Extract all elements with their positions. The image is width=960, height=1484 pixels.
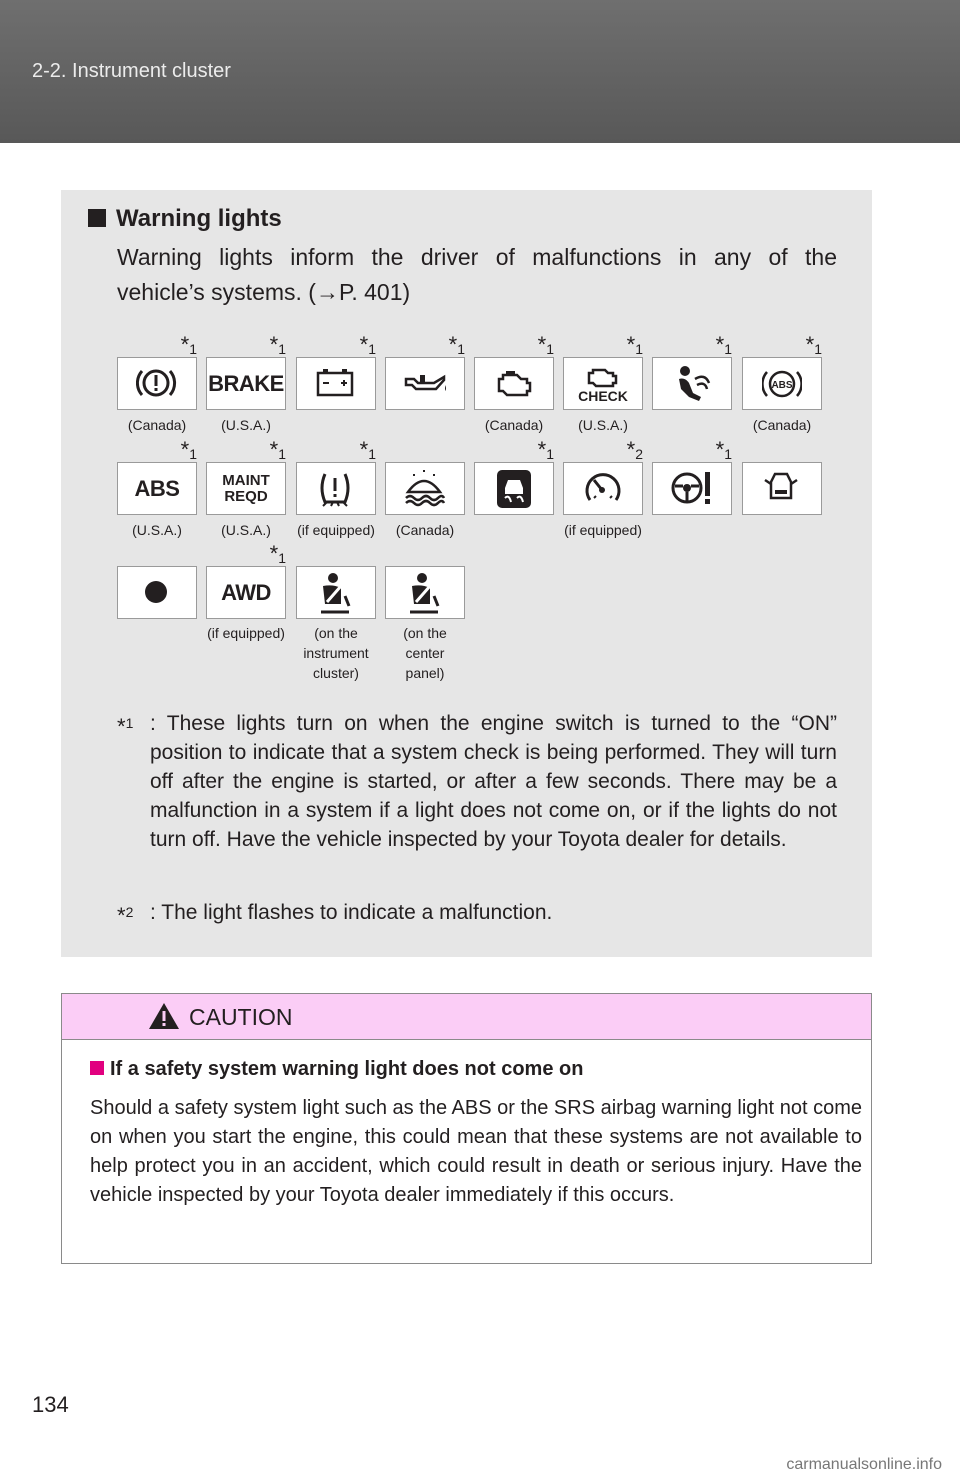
tire-pressure-icon xyxy=(296,462,376,515)
footnote-marker: $*_1$ xyxy=(448,332,465,357)
footnote-marker: $*_1$ xyxy=(715,332,732,357)
page-reference-link[interactable]: vehicle’s systems. (→P. 401) xyxy=(117,279,411,305)
icon-caption: (on the instrument cluster) xyxy=(303,625,369,681)
icon-caption: (U.S.A.) xyxy=(578,417,628,433)
oil-pressure-icon xyxy=(385,357,465,410)
footnote-marker: $*_2$ xyxy=(626,437,643,462)
footnote-marker: $*_1$ xyxy=(269,332,286,357)
steering-warning-icon xyxy=(652,462,732,515)
footnote-marker: $*_1$ xyxy=(359,437,376,462)
footnote-marker: $*_1$ xyxy=(715,437,732,462)
watermark: carmanualsonline.info xyxy=(786,1456,942,1473)
caution-title-bar xyxy=(62,994,871,1040)
warning-intro: Warning lights inform the driver of malfunctions in any of the vehicle’s systems. (→P. 401) xyxy=(117,244,837,305)
icon-caption: (U.S.A.) xyxy=(221,522,271,538)
heading-square-icon xyxy=(90,1061,104,1075)
footnote-1: $*_1$ : These lights turn on when the engine switch is turned to the “ON” position to indicate that a system check is being performed. They will turn off after the engine is started, or after a few seconds. There may be a malfunction in a system if a light does not come on, or if the lights do not turn off. Have the vehicle inspected by your Toyota dealer for details. xyxy=(117,712,837,851)
warning-lights-heading: Warning lights xyxy=(88,205,282,233)
icon-caption: (on the center panel) xyxy=(403,625,447,681)
icon-caption: (U.S.A.) xyxy=(132,522,182,538)
section-title: 2-2. Instrument cluster xyxy=(32,60,231,82)
heading-square-icon xyxy=(88,209,106,227)
caution-box xyxy=(61,993,872,1264)
icon-caption: (if equipped) xyxy=(207,625,285,641)
icon-caption: (Canada) xyxy=(484,417,544,433)
seatbelt-icon xyxy=(296,566,376,619)
icon-caption: (if equipped) xyxy=(564,522,642,538)
caution-heading: If a safety system warning light does not come on xyxy=(90,1058,583,1081)
maint-reqd-icon: MAINT REQD xyxy=(206,462,286,515)
washer-fluid-icon xyxy=(385,462,465,515)
check-engine-icon: CHECK xyxy=(563,357,643,410)
icon-caption: (Canada) xyxy=(395,522,455,538)
page-header xyxy=(0,0,960,143)
icon-caption: (if equipped) xyxy=(297,522,375,538)
speedometer-icon xyxy=(563,462,643,515)
engine-icon xyxy=(474,357,554,410)
footnote-marker: $*_1$ xyxy=(626,332,643,357)
awd-icon: AWD xyxy=(206,566,286,619)
airbag-icon xyxy=(652,357,732,410)
brake-warning-icon xyxy=(117,357,197,410)
brake-text-icon: BRAKE xyxy=(206,357,286,410)
door-open-icon xyxy=(742,462,822,515)
slip-indicator-icon xyxy=(474,462,554,515)
icon-caption: (Canada) xyxy=(127,417,187,433)
footnote-marker: $*_1$ xyxy=(180,332,197,357)
footnote-marker: $*_1$ xyxy=(537,332,554,357)
page-number: 134 xyxy=(32,1392,69,1417)
caution-title: CAUTION xyxy=(189,1004,293,1030)
footnote-marker: $*_1$ xyxy=(180,437,197,462)
footnote-marker: $*_1$ xyxy=(537,437,554,462)
abs-circle-icon xyxy=(742,357,822,410)
caution-body: Should a safety system light such as the ABS or the SRS airbag warning light not come on when you start the engine, this could mean that these systems are not available to help protect you in an accident, which could result in death or serious injury. Have the vehicle inspected by your Toyota dealer immediately if this occurs. xyxy=(90,1097,862,1206)
dot-icon xyxy=(117,566,197,619)
footnote-marker: $*_1$ xyxy=(359,332,376,357)
battery-icon xyxy=(296,357,376,410)
seatbelt-icon xyxy=(385,566,465,619)
footnote-marker: $*_1$ xyxy=(805,332,822,357)
svg-text:ABS: ABS xyxy=(771,379,793,391)
icon-caption: (Canada) xyxy=(752,417,812,433)
icon-caption: (U.S.A.) xyxy=(221,417,271,433)
footnote-marker: $*_1$ xyxy=(269,437,286,462)
footnote-2: $*_2$ : The light flashes to indicate a malfunction. xyxy=(117,901,553,928)
abs-text-icon: ABS xyxy=(117,462,197,515)
footnote-marker: $*_1$ xyxy=(269,541,286,566)
warning-triangle-icon xyxy=(148,1002,180,1030)
